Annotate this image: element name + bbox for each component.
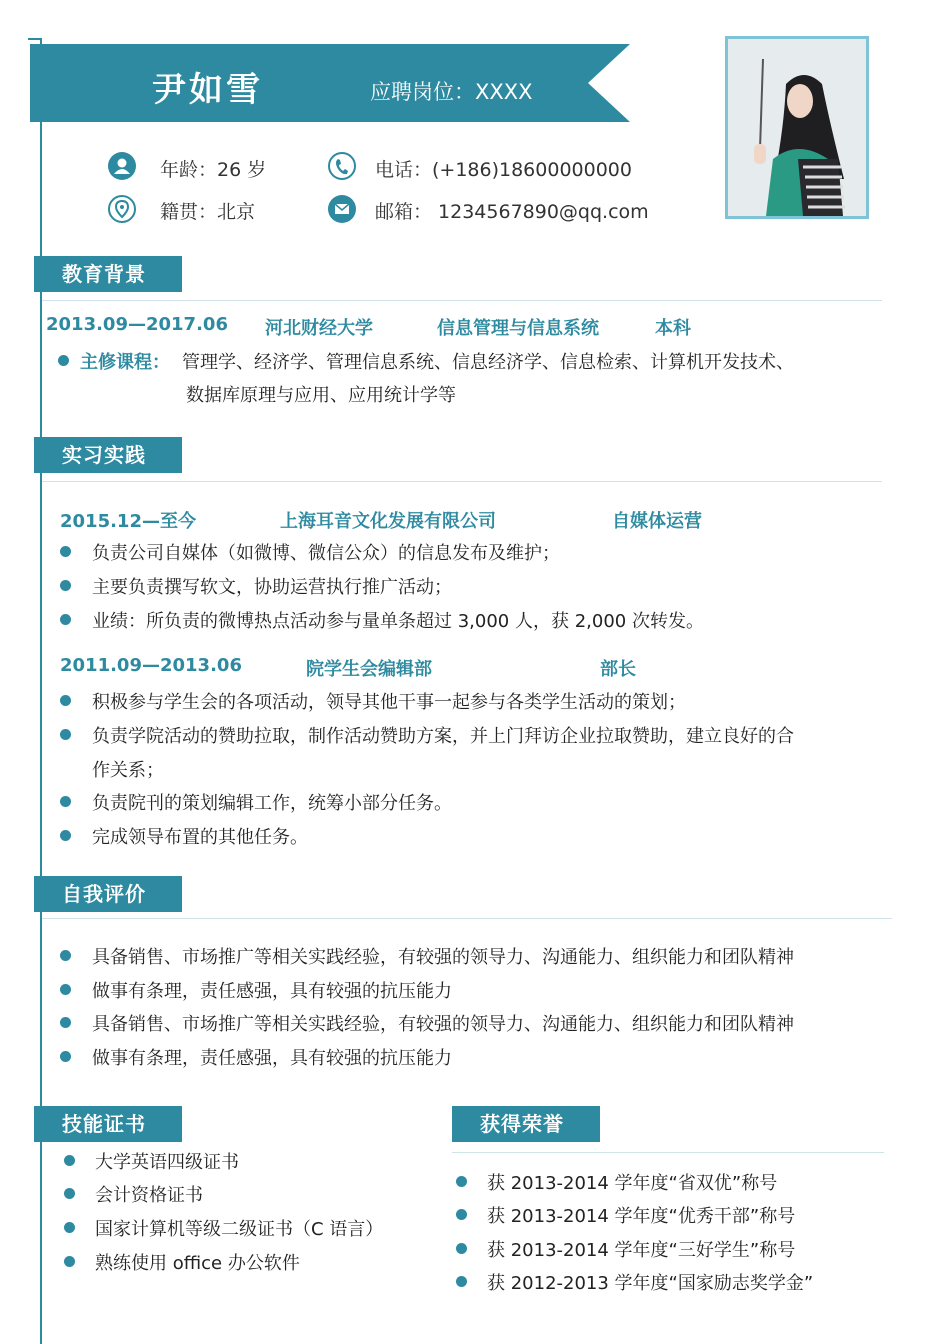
bullet [60,830,71,841]
self-eval-item: 具备销售、市场推广等相关实践经验，有较强的领导力、沟通能力、组织能力和团队精神 [92,947,794,968]
bullet [64,1155,75,1166]
courses-label: 主修课程： [80,352,170,373]
job2-item: 负责院刊的策划编辑工作，统筹小部分任务。 [92,793,452,814]
applied-position: 应聘岗位：XXXX [370,80,533,104]
bullet [60,984,71,995]
education-section-title: 教育背景 [34,256,182,292]
profile-photo [725,36,869,219]
skill-item: 熟练使用 office 办公软件 [95,1253,300,1274]
bullet [60,796,71,807]
edu-major: 信息管理与信息系统 [437,318,599,339]
self-eval-item: 做事有条理，责任感强，具有较强的抗压能力 [92,1048,452,1069]
education-divider [42,300,882,301]
email-text: 邮箱： 1234567890@qq.com [375,201,649,223]
phone-icon [328,152,356,180]
location-icon [108,195,136,223]
courses-line-1: 管理学、经济学、管理信息系统、信息经济学、信息检索、计算机开发技术、 [182,352,794,373]
bullet [64,1222,75,1233]
honor-item: 获 2012-2013 学年度“国家励志奖学金” [487,1273,814,1294]
bullet [456,1209,467,1220]
job2-org: 院学生会编辑部 [306,659,432,680]
job2-item-continued: 作关系； [92,760,164,781]
honor-item: 获 2013-2014 学年度“三好学生”称号 [487,1240,796,1261]
job1-role: 自媒体运营 [612,511,702,532]
bullet [60,950,71,961]
edu-period: 2013.09—2017.06 [46,314,228,335]
self-eval-item: 具备销售、市场推广等相关实践经验，有较强的领导力、沟通能力、组织能力和团队精神 [92,1014,794,1035]
header-ribbon [30,44,630,122]
honors-section-title: 获得荣誉 [452,1106,600,1142]
left-rule [40,38,42,1344]
skill-item: 国家计算机等级二级证书（C 语言） [95,1219,384,1240]
practice-divider [42,481,882,482]
job2-item: 负责学院活动的赞助拉取，制作活动赞助方案，并上门拜访企业拉取赞助，建立良好的合 [92,726,794,747]
courses-line-2: 数据库原理与应用、应用统计学等 [186,385,456,406]
job2-period: 2011.09—2013.06 [60,655,242,676]
self-eval-divider [42,918,892,919]
bullet [58,355,69,366]
bullet [60,580,71,591]
photo-illustration [728,39,866,216]
honor-item: 获 2013-2014 学年度“省双优”称号 [487,1173,778,1194]
job1-period: 2015.12—至今 [60,511,196,532]
skills-section-title: 技能证书 [34,1106,182,1142]
honors-divider [452,1152,884,1153]
skill-item: 大学英语四级证书 [95,1152,239,1173]
job1-org: 上海耳音文化发展有限公司 [280,511,496,532]
job2-item: 完成领导布置的其他任务。 [92,827,308,848]
bullet [64,1256,75,1267]
person-icon [108,152,136,180]
honor-item: 获 2013-2014 学年度“优秀干部”称号 [487,1206,796,1227]
phone-text: 电话：(+186)18600000000 [375,159,632,181]
job1-item: 主要负责撰写软文，协助运营执行推广活动； [92,577,452,598]
job1-item: 负责公司自媒体（如微博、微信公众）的信息发布及维护； [92,543,560,564]
bullet [60,1017,71,1028]
bullet [456,1276,467,1287]
edu-school: 河北财经大学 [265,318,373,339]
bullet [60,546,71,557]
job2-item: 积极参与学生会的各项活动，领导其他干事一起参与各类学生活动的策划； [92,692,686,713]
edu-degree: 本科 [655,318,691,339]
self-eval-section-title: 自我评价 [34,876,182,912]
job1-item: 业绩：所负责的微博热点活动参与量单条超过 3,000 人，获 2,000 次转发。 [92,611,704,632]
self-eval-item: 做事有条理，责任感强，具有较强的抗压能力 [92,981,452,1002]
native-text: 籍贯：北京 [160,201,256,223]
bullet [456,1176,467,1187]
age-text: 年龄：26 岁 [160,159,267,181]
bullet [456,1243,467,1254]
bullet [64,1188,75,1199]
practice-section-title: 实习实践 [34,437,182,473]
candidate-name: 尹如雪 [152,70,263,110]
skill-item: 会计资格证书 [95,1185,203,1206]
bullet [60,729,71,740]
job2-role: 部长 [600,659,636,680]
bullet [60,1051,71,1062]
bullet [60,695,71,706]
bullet [60,614,71,625]
left-rule-cap [28,38,42,40]
mail-icon [328,195,356,223]
